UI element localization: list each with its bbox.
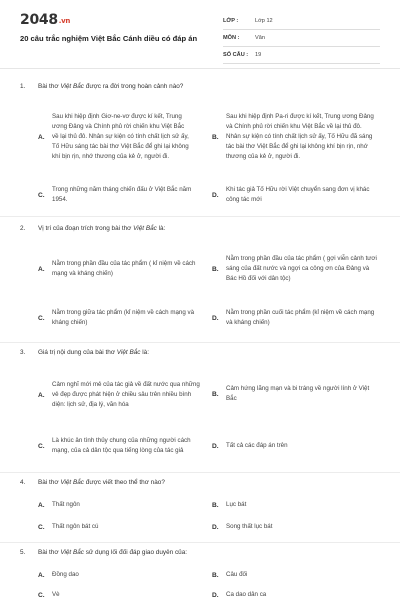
option-a[interactable] bbox=[38, 568, 218, 582]
question-divider bbox=[0, 472, 400, 473]
option-b[interactable] bbox=[212, 244, 382, 294]
option-text: Cảm nghĩ mới mẻ của tác giả về đất nước qua những vẻ đẹp được phát hiện ở chiều sâu trên nhiều bình diện: lịch sử, địa lý, văn hóa bbox=[52, 381, 200, 408]
option-letter: D. bbox=[212, 191, 219, 199]
question-number: 4. bbox=[20, 479, 26, 486]
option-letter: C. bbox=[38, 191, 45, 199]
option-letter: B. bbox=[212, 390, 219, 398]
option-text: Trong những năm tháng chiến đấu ở Việt Bắc năm 1954. bbox=[52, 186, 192, 203]
option-text: Vè bbox=[52, 591, 60, 599]
option-letter: B. bbox=[212, 265, 219, 273]
question-5 bbox=[0, 544, 400, 600]
option-text: Câu đối bbox=[226, 571, 248, 579]
option-b[interactable] bbox=[212, 380, 382, 408]
meta-row-subject bbox=[223, 30, 380, 47]
option-text: Sau khi hiệp định Giơ-ne-vơ được kí kết, Trung ương Đảng và Chính phủ rời chiến khu Việt Bắc về lại thủ đô. Nhân sự kiện có tính chất lịch sử ấy, Tố Hữu sáng tác bài thơ Việt Bắc để ghi lại không khí bịn rịn, nhớ thương của kẻ ở, người đi. bbox=[52, 113, 189, 160]
option-letter: C. bbox=[38, 442, 45, 450]
question-1 bbox=[0, 78, 400, 218]
option-a[interactable] bbox=[38, 366, 218, 424]
option-text: Nằm trong giữa tác phẩm (kỉ niệm về cách mạng và kháng chiến) bbox=[52, 309, 195, 326]
option-letter: B. bbox=[212, 571, 219, 579]
question-text-part: Bài thơ bbox=[38, 83, 61, 90]
option-letter: B. bbox=[212, 501, 219, 509]
option-a[interactable] bbox=[38, 498, 218, 512]
question-3 bbox=[0, 344, 400, 474]
question-text-part: Bài thơ bbox=[38, 549, 61, 556]
meta-value: Lớp 12 bbox=[255, 18, 273, 24]
question-text-italic: Việt Bắc bbox=[60, 549, 84, 556]
option-letter: D. bbox=[212, 442, 219, 450]
meta-value: Văn bbox=[255, 35, 265, 41]
option-text: Song thất lục bát bbox=[226, 523, 273, 531]
header-divider bbox=[0, 68, 400, 69]
option-text: Tất cả các đáp án trên bbox=[226, 442, 288, 450]
question-text bbox=[20, 349, 380, 356]
option-d[interactable] bbox=[212, 588, 382, 600]
question-text-part: là: bbox=[140, 349, 150, 356]
option-a[interactable] bbox=[38, 246, 218, 292]
option-c[interactable] bbox=[38, 303, 218, 333]
option-d[interactable] bbox=[212, 520, 382, 534]
question-number: 5. bbox=[20, 549, 26, 556]
question-text-part: sử dụng lối đối đáp giao duyên của: bbox=[84, 549, 188, 556]
question-divider bbox=[0, 542, 400, 543]
question-text-part: Vị trí của đoạn trích trong bài thơ bbox=[38, 225, 134, 232]
option-text: Lục bát bbox=[226, 501, 247, 509]
question-divider bbox=[0, 342, 400, 343]
question-text bbox=[20, 479, 380, 486]
option-text: Là khúc ân tình thủy chung của những người cách mạng, của cả dân tộc qua tiếng lòng của tác giả bbox=[52, 437, 191, 454]
option-text: Thất ngôn bbox=[52, 501, 80, 509]
option-text: Khi tác giả Tố Hữu rời Việt chuyển sang đơn vị khác công tác mới bbox=[226, 186, 370, 203]
logo-main: 2048 bbox=[20, 12, 58, 28]
option-text: Cảm hứng lãng mạn và bi tráng về người lính ở Việt Bắc bbox=[226, 385, 370, 402]
option-text: Sau khi hiệp định Pa-ri được kí kết, Trung ương Đảng và Chính phủ rời chiến khu Việt Bắc về lại thủ đô. Nhân sự kiện có tính chất lịch sử ấy, Tố Hữu đã sáng tác bài thơ Việt Bắc để ghi lại không khí bịn rịn, nhớ thương của kẻ ở, người đi. bbox=[226, 113, 374, 160]
logo-suffix: .vn bbox=[58, 17, 71, 25]
question-2 bbox=[0, 220, 400, 344]
question-number: 3. bbox=[20, 349, 26, 356]
option-c[interactable] bbox=[38, 520, 218, 534]
option-b[interactable] bbox=[212, 568, 382, 582]
option-letter: C. bbox=[38, 314, 45, 322]
question-text-italic: Việt Bắc bbox=[60, 83, 84, 90]
meta-row-class bbox=[223, 13, 380, 30]
question-number: 2. bbox=[20, 225, 26, 232]
question-text-italic: Việt Bắc bbox=[133, 225, 157, 232]
question-text-part: được viết theo thể thơ nào? bbox=[84, 479, 165, 486]
page-header bbox=[0, 0, 400, 70]
option-letter: D. bbox=[212, 523, 219, 531]
question-4 bbox=[0, 474, 400, 544]
option-letter: A. bbox=[38, 391, 45, 399]
option-d[interactable] bbox=[212, 436, 382, 456]
option-text: Nằm trong phần cuối tác phẩm (kỉ niệm về cách mạng và kháng chiến) bbox=[226, 309, 375, 326]
option-letter: A. bbox=[38, 501, 45, 509]
option-a[interactable] bbox=[38, 102, 218, 172]
option-c[interactable] bbox=[38, 426, 218, 466]
question-text-italic: Việt Bắc bbox=[60, 479, 84, 486]
option-text: Nằm trong phần đầu của tác phẩm ( gợi viễn cảnh tươi sáng của đất nước và ngợi ca công ơn của Đảng và Bác Hồ đối với dân tộc) bbox=[226, 255, 377, 282]
question-text-part: Giá trị nội dung của bài thơ bbox=[38, 349, 117, 356]
option-b[interactable] bbox=[212, 498, 382, 512]
option-b[interactable] bbox=[212, 102, 382, 172]
option-text: Đồng dao bbox=[52, 571, 79, 579]
meta-label: MÔN : bbox=[223, 35, 240, 41]
question-text bbox=[20, 549, 380, 556]
option-d[interactable] bbox=[212, 181, 382, 209]
question-text-part: là: bbox=[156, 225, 166, 232]
option-letter: D. bbox=[212, 314, 219, 322]
option-text: Nằm trong phần đầu của tác phẩm ( kỉ niệm về cách mạng và kháng chiến) bbox=[52, 260, 196, 277]
option-text: Ca dao dân ca bbox=[226, 591, 267, 599]
option-letter: D. bbox=[212, 591, 219, 599]
question-text-italic: Việt Bắc bbox=[116, 349, 141, 356]
option-letter: A. bbox=[38, 133, 45, 141]
meta-row-count bbox=[223, 47, 380, 64]
option-d[interactable] bbox=[212, 303, 382, 333]
option-c[interactable] bbox=[38, 181, 218, 209]
question-text-part: Bài thơ bbox=[38, 479, 61, 486]
meta-value: 19 bbox=[255, 52, 262, 58]
meta-label: SỐ CÂU : bbox=[223, 52, 249, 58]
question-text bbox=[20, 225, 380, 232]
option-letter: B. bbox=[212, 133, 219, 141]
option-letter: A. bbox=[38, 265, 45, 273]
meta-label: LỚP : bbox=[223, 18, 239, 24]
question-text-part: được ra đời trong hoàn cảnh nào? bbox=[84, 83, 184, 90]
option-letter: C. bbox=[38, 591, 45, 599]
site-logo[interactable] bbox=[20, 12, 70, 28]
page-title: 20 câu trắc nghiệm Việt Bắc Cánh diều có đáp án bbox=[20, 34, 198, 43]
quiz-meta bbox=[223, 13, 380, 64]
option-c[interactable] bbox=[38, 588, 218, 600]
question-divider bbox=[0, 216, 400, 217]
option-text: Thất ngôn bát cú bbox=[52, 523, 99, 531]
option-letter: A. bbox=[38, 571, 45, 579]
option-letter: C. bbox=[38, 523, 45, 531]
question-number: 1. bbox=[20, 83, 26, 90]
question-text bbox=[20, 83, 380, 90]
